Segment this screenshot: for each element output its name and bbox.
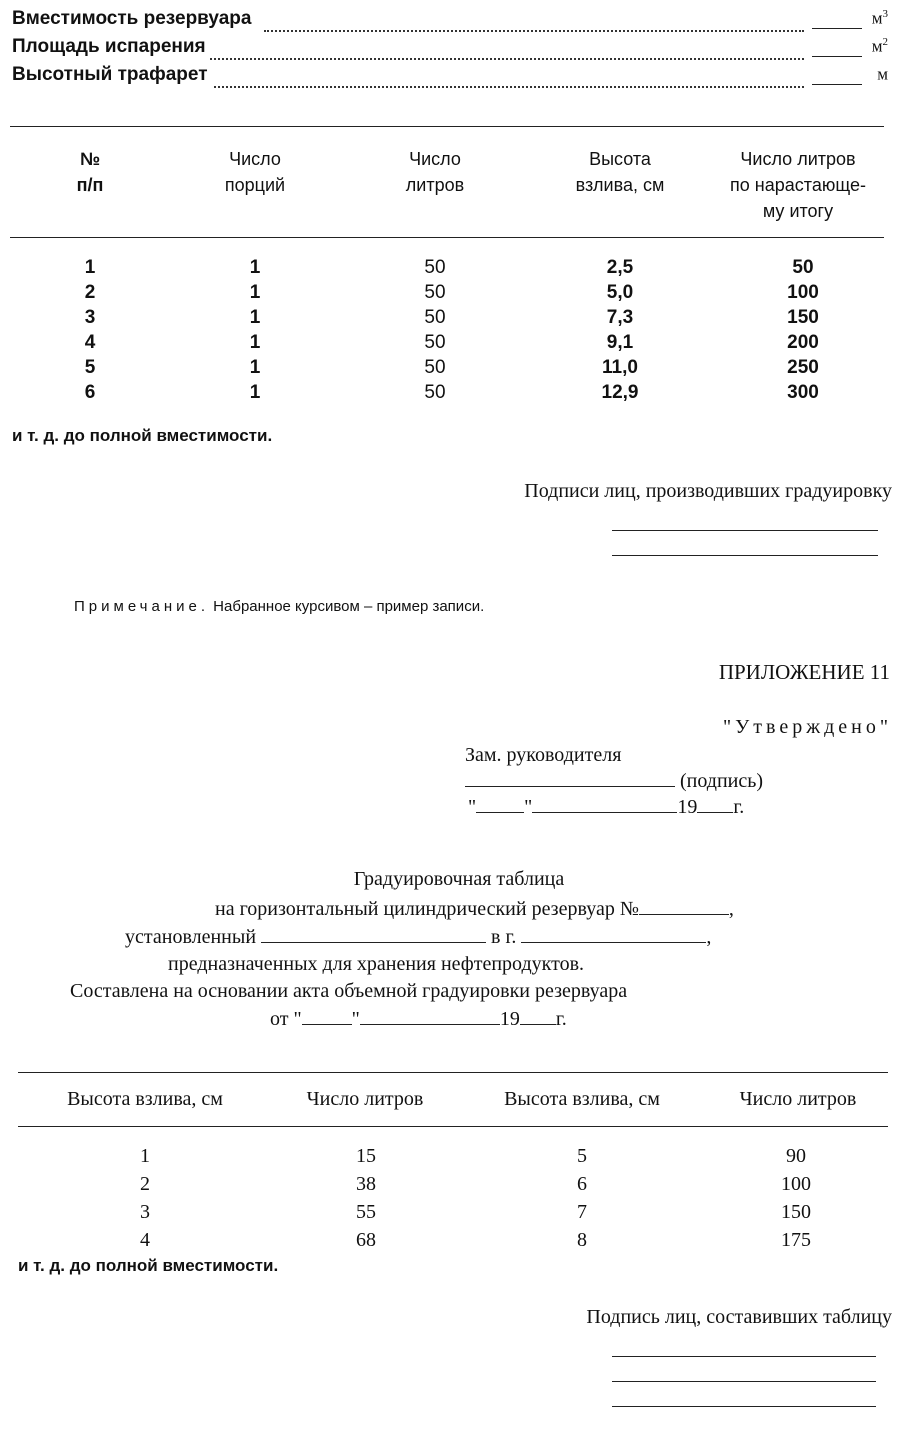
signature-line: [612, 1381, 876, 1382]
signature-line: [612, 1356, 876, 1357]
dot-leader: [210, 38, 804, 60]
table2-col-liters-1: [326, 1142, 406, 1254]
table2-cell: 8: [577, 1229, 587, 1251]
blank-line: [302, 1008, 352, 1025]
approval-title: "Утверждено": [722, 716, 892, 738]
appendix-title: ПРИЛОЖЕНИЕ 11: [718, 660, 890, 684]
table1-cell: 3: [84, 307, 96, 328]
field-label: Площадь испарения: [12, 36, 206, 57]
table2-header-height-1: Высота взлива, см: [67, 1088, 223, 1110]
table1-col-liters: [395, 255, 475, 405]
dot-leader: [214, 66, 804, 88]
table1-header-height: Высота взлива, см: [575, 149, 665, 195]
table2-header-height-2: Высота взлива, см: [504, 1088, 660, 1110]
table1-header-portions: Число порций: [224, 149, 286, 195]
table1-cell: 4: [84, 332, 96, 353]
table2-cell: 100: [781, 1173, 811, 1195]
table1-header-number: № п/п: [76, 149, 104, 195]
table2-header-liters-1: Число литров: [306, 1088, 424, 1110]
signatures1-label: Подписи лиц, производивших градуировку: [524, 480, 892, 502]
table2-cell: 1: [140, 1145, 150, 1167]
table1-cell: 7,3: [606, 307, 634, 328]
table1-cell: 50: [424, 282, 446, 303]
blank-line: [812, 28, 862, 29]
table2-col-height-2: [542, 1142, 622, 1254]
signature-line: [612, 530, 878, 531]
table2-col-height-1: [105, 1142, 185, 1254]
table2-cell: 2: [140, 1173, 150, 1195]
table1-col-cumulative: [758, 255, 848, 405]
doc-title-line2: на горизонтальный цилиндрический резервуар № ,: [215, 898, 734, 920]
table2-cell: 15: [356, 1145, 376, 1167]
field-height-stencil: [12, 64, 888, 88]
table1-header-rule: [10, 237, 884, 238]
table1-cell: 1: [249, 357, 261, 378]
table1-cell: 5,0: [606, 282, 634, 303]
blank-line: [697, 796, 733, 813]
table1-cell: 2: [84, 282, 96, 303]
note: [74, 598, 484, 615]
table1-cell: 50: [424, 332, 446, 353]
table1-cell: 1: [249, 332, 261, 353]
table1-cell: 250: [787, 357, 819, 378]
table1-cell: 50: [424, 257, 446, 278]
table1-col-height: [575, 255, 665, 405]
table1-col-number: [50, 255, 130, 405]
signature-line: [612, 1406, 876, 1407]
blank-line: [812, 84, 862, 85]
approval-role: Зам. руководителя: [465, 744, 622, 766]
table2-cell: 5: [577, 1145, 587, 1167]
table1-cell: 50: [424, 307, 446, 328]
blank-line: [261, 926, 486, 943]
signatures2-label: Подпись лиц, составивших таблицу: [586, 1306, 892, 1328]
table1-cell: 1: [249, 282, 261, 303]
table1-cell: 5: [84, 357, 96, 378]
blank-line: [812, 56, 862, 57]
unit: $м^3$: [871, 8, 888, 28]
dot-leader: [264, 10, 804, 32]
unit: м: [877, 64, 888, 84]
table1-footer: и т. д. до полной вместимости.: [12, 426, 273, 445]
table1-cell: 50: [792, 257, 814, 278]
table1-cell: 11,0: [602, 357, 638, 378]
table2-header-rule: [18, 1126, 888, 1127]
table1-cell: 2,5: [606, 257, 634, 278]
table1-cell: 9,1: [606, 332, 634, 353]
doc-title-line6: от " " 19 г.: [270, 1008, 567, 1030]
table2-cell: 90: [786, 1145, 806, 1167]
table2-cell: 68: [356, 1229, 376, 1251]
doc-title-line5: Составлена на основании акта объемной градуировки резервуара: [70, 980, 628, 1002]
table1-cell: 1: [249, 257, 261, 278]
blank-line: [476, 796, 524, 813]
table1-top-rule: [10, 126, 884, 127]
blank-line: [360, 1008, 500, 1025]
approval-date: " " 19 г.: [468, 796, 745, 818]
note-label: Примечание.: [74, 598, 209, 615]
doc-title-line3: установленный в г. ,: [125, 926, 712, 948]
blank-line: [532, 796, 677, 813]
table2-cell: 55: [356, 1201, 376, 1223]
table2-col-liters-2: [756, 1142, 836, 1254]
blank-line: [521, 926, 706, 943]
field-tank-capacity: [12, 8, 888, 32]
table1-col-portions: [215, 255, 295, 405]
table2-cell: 175: [781, 1229, 811, 1251]
table1-cell: 200: [787, 332, 819, 353]
field-label: Вместимость резервуара: [12, 8, 252, 29]
approval-sign: (подпись): [465, 770, 763, 793]
table1-cell: 50: [424, 382, 446, 403]
doc-title: Градуировочная таблица: [353, 868, 565, 890]
field-label: Высотный трафарет: [12, 64, 208, 85]
table2-cell: 3: [140, 1201, 150, 1223]
table1-cell: 150: [787, 307, 819, 328]
table1-header-liters: Число литров: [405, 149, 465, 195]
table1-cell: 12,9: [601, 382, 639, 403]
table2-footer: и т. д. до полной вместимости.: [18, 1256, 279, 1275]
table1-cell: 1: [84, 257, 96, 278]
table2-cell: 7: [577, 1201, 587, 1223]
table1-cell: 1: [249, 307, 261, 328]
blank-line: [639, 898, 729, 915]
table1-cell: 50: [424, 357, 446, 378]
table1-header-cumulative: Число литров по нарастающе- му итогу: [730, 149, 866, 221]
table2-cell: 4: [140, 1229, 150, 1251]
table1-cell: 100: [787, 282, 819, 303]
doc-title-line4: предназначенных для хранения нефтепродуктов.: [168, 953, 585, 975]
table1-cell: 300: [787, 382, 819, 403]
blank-line: [520, 1008, 556, 1025]
table2-header-liters-2: Число литров: [739, 1088, 857, 1110]
signature-line: [612, 555, 878, 556]
unit: $м^2$: [871, 36, 888, 56]
field-evaporation-area: [12, 36, 888, 60]
table2-cell: 6: [577, 1173, 587, 1195]
table2-top-rule: [18, 1072, 888, 1073]
note-text: Набранное курсивом – пример записи.: [213, 598, 485, 615]
table1-cell: 1: [249, 382, 261, 403]
table2-cell: 150: [781, 1201, 811, 1223]
table1-cell: 6: [84, 382, 96, 403]
blank-line: [465, 770, 675, 787]
table2-cell: 38: [356, 1173, 376, 1195]
